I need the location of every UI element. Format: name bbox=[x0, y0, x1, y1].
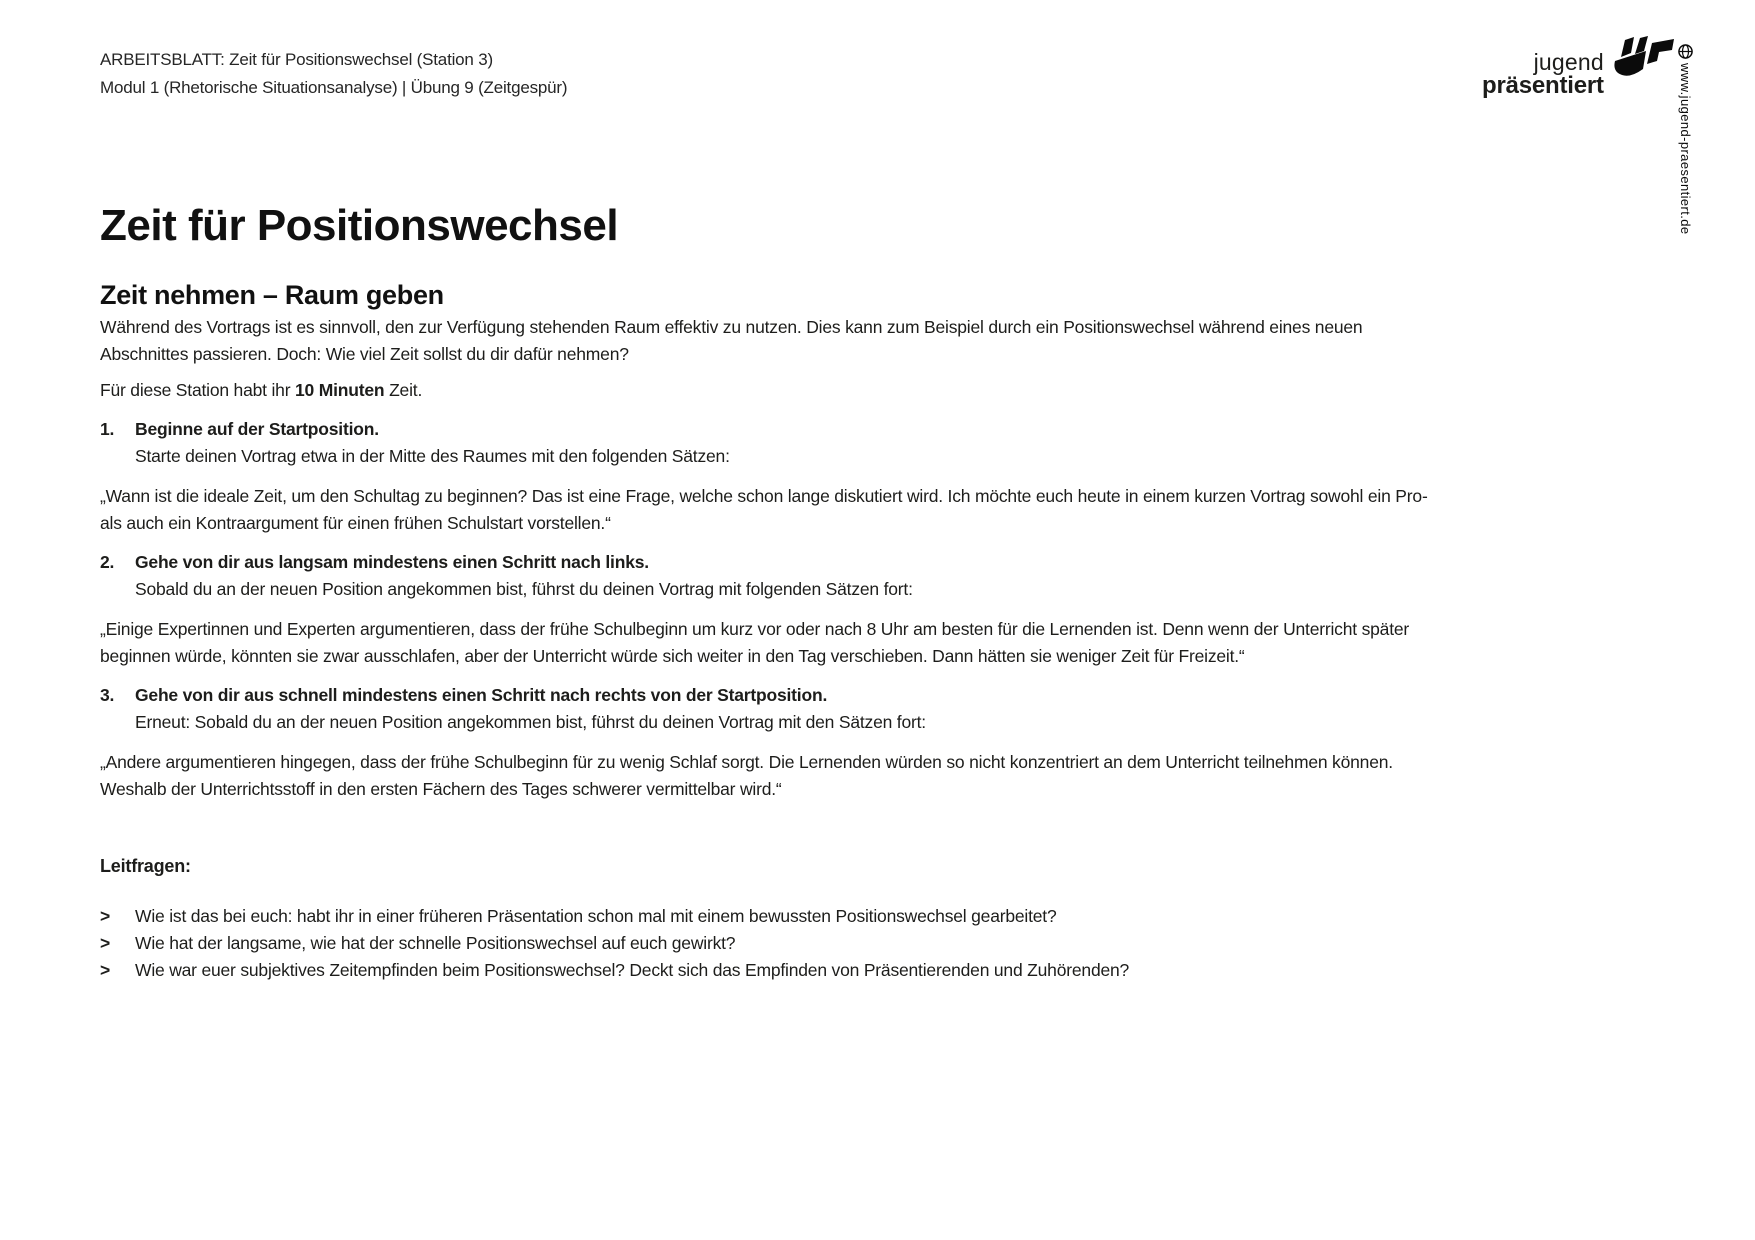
step-2 bbox=[100, 549, 1440, 603]
chevron-bullet-icon: > bbox=[100, 960, 111, 980]
time-note-suffix: Zeit. bbox=[384, 380, 423, 400]
logo-word-praesentiert: präsentiert bbox=[1482, 72, 1604, 99]
logo-mark-icon bbox=[1611, 36, 1675, 88]
step-2-body: Sobald du an der neuen Position angekommen bist, führst du deinen Vortrag mit folgenden Sätzen fort: bbox=[135, 579, 913, 599]
step-3-text bbox=[135, 682, 1440, 736]
step-2-number: 2. bbox=[100, 552, 115, 572]
leitfragen-question-1: Wie ist das bei euch: habt ihr in einer früheren Präsentation schon mal mit einem bewussten Positionswechsel gearbeitet? bbox=[135, 906, 1057, 926]
step-3-body: Erneut: Sobald du an der neuen Position angekommen bist, führst du deinen Vortrag mit den Sätzen fort: bbox=[135, 712, 926, 732]
logo-word-jugend: jugend bbox=[1533, 49, 1604, 75]
section-heading: Zeit nehmen – Raum geben bbox=[100, 280, 444, 310]
step-2-title: Gehe von dir aus langsam mindestens einen Schritt nach links. bbox=[135, 552, 649, 572]
step-1-title: Beginne auf der Startposition. bbox=[135, 419, 379, 439]
side-url-text: www.jugend-praesentiert.de bbox=[1678, 63, 1693, 235]
leitfragen-item bbox=[100, 930, 1440, 957]
step-2-quote: „Einige Expertinnen und Experten argumentieren, dass der frühe Schulbeginn um kurz vor oder nach 8 Uhr am besten für die Lernenden ist. Denn wenn der Unterricht später beginnen würde, könnten sie zwar ausschlafen, aber der Unterricht würde sich weiter in den Tag verschieben. Dann hätten sie weniger Zeit für Freizeit.“ bbox=[100, 619, 1410, 666]
time-note-duration: 10 Minuten bbox=[295, 380, 385, 400]
leitfragen-question-2: Wie hat der langsame, wie hat der schnelle Positionswechsel auf euch gewirkt? bbox=[135, 933, 736, 953]
leitfragen-item bbox=[100, 957, 1440, 984]
step-1-number: 1. bbox=[100, 419, 115, 439]
step-2-text bbox=[135, 549, 1440, 603]
chevron-bullet-icon: > bbox=[100, 933, 111, 953]
step-3-number: 3. bbox=[100, 685, 115, 705]
header-line-module: Modul 1 (Rhetorische Situationsanalyse) | Übung 9 (Zeitgespür) bbox=[100, 78, 568, 97]
intro-paragraph: Während des Vortrags ist es sinnvoll, den zur Verfügung stehenden Raum effektiv zu nutzen. Dies kann zum Beispiel durch ein Positionswechsel während eines neuen Abschnittes passieren. Doch: Wie viel Zeit sollst du dir dafür nehmen? bbox=[100, 317, 1363, 364]
leitfragen-item bbox=[100, 903, 1440, 930]
step-1 bbox=[100, 416, 1440, 470]
logo-wordmark bbox=[1482, 51, 1604, 98]
step-3 bbox=[100, 682, 1440, 736]
time-note bbox=[100, 377, 1440, 404]
leitfragen-question-3: Wie war euer subjektives Zeitempfinden beim Positionswechsel? Deckt sich das Empfinden von Präsentierenden und Zuhörenden? bbox=[135, 960, 1130, 980]
globe-icon bbox=[1678, 44, 1693, 59]
document-header bbox=[100, 46, 567, 102]
page-title: Zeit für Positionswechsel bbox=[100, 201, 619, 251]
step-3-title: Gehe von dir aus schnell mindestens einen Schritt nach rechts von der Startposition. bbox=[135, 685, 828, 705]
step-1-text bbox=[135, 416, 1440, 470]
step-1-body: Starte deinen Vortrag etwa in der Mitte des Raumes mit den folgenden Sätzen: bbox=[135, 446, 730, 466]
jugend-praesentiert-logo bbox=[1482, 36, 1675, 98]
step-1-quote: „Wann ist die ideale Zeit, um den Schultag zu beginnen? Das ist eine Frage, welche schon lange diskutiert wird. Ich möchte euch heute in einem kurzen Vortrag sowohl ein Pro- als auch ein Kontraargument für einen frühen Schulstart vorstellen.“ bbox=[100, 486, 1428, 533]
chevron-bullet-icon: > bbox=[100, 906, 111, 926]
time-note-prefix: Für diese Station habt ihr bbox=[100, 380, 295, 400]
side-url-block bbox=[1678, 44, 1693, 235]
header-line-worksheet: ARBEITSBLATT: Zeit für Positionswechsel (Station 3) bbox=[100, 50, 493, 69]
content-column bbox=[100, 282, 1440, 984]
leitfragen-heading: Leitfragen: bbox=[100, 856, 191, 876]
leitfragen-list bbox=[100, 903, 1440, 984]
step-3-quote: „Andere argumentieren hingegen, dass der frühe Schulbeginn für zu wenig Schlaf sorgt. Die Lernenden würden so nicht konzentriert an dem Unterricht teilnehmen können. Weshalb der Unterrichtsstoff in den ersten Fächern des Tages schwerer vermittelbar wird.“ bbox=[100, 752, 1393, 799]
